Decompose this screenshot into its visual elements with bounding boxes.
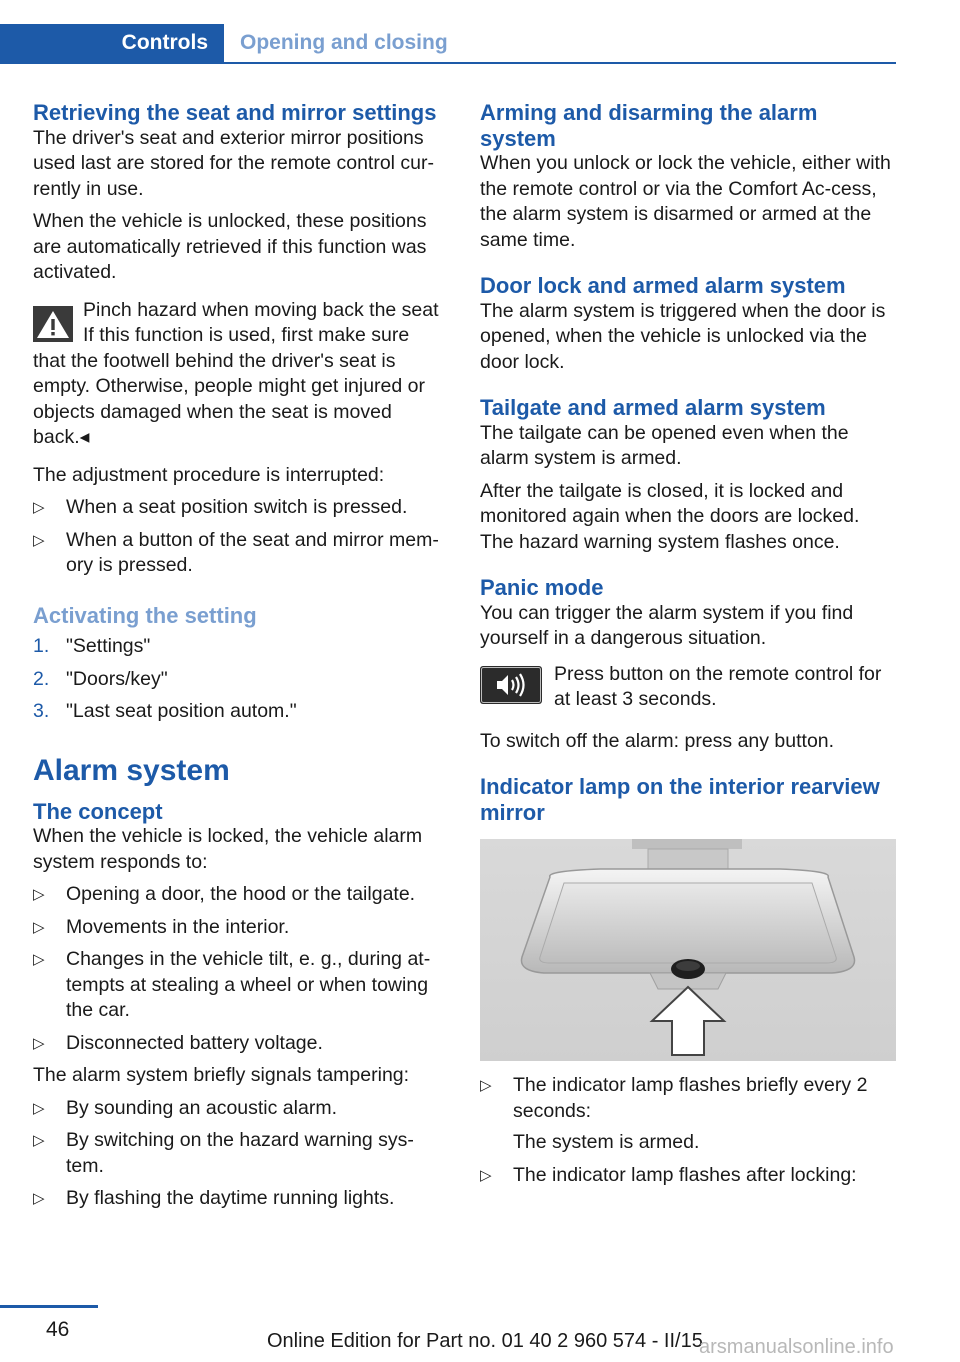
warning-box	[33, 298, 449, 451]
alarm-system-heading: Alarm system	[33, 753, 230, 787]
list-item	[33, 1128, 449, 1179]
step-number: 2.	[33, 667, 50, 690]
step-number: 1.	[33, 635, 50, 657]
tailgate-heading: Tailgate and armed alarm system	[480, 395, 826, 420]
list-item	[480, 1073, 896, 1156]
bullet-icon: ▷	[33, 951, 45, 968]
warning-text: that the footwell behind the driver's seat is empty. Otherwise, people might get injured or objects damaged when the seat is moved back.	[33, 349, 425, 448]
list-item-text: By flashing the daytime running lights.	[66, 1187, 395, 1209]
list-item-text: When a button of the seat and mirror mem‐ory is pressed.	[66, 528, 439, 576]
warning-text-first-line: If this function is used, first make sure	[83, 324, 410, 346]
tailgate-paragraph-2: After the tailgate is closed, it is locked and monitored again when the doors are locked. The hazard warning system flashes once.	[480, 479, 860, 553]
list-item-text: Movements in the interior.	[66, 915, 290, 938]
bullet-icon: ▷	[33, 531, 45, 549]
list-item-text: By switching on the hazard warning sys‐tem.	[66, 1129, 414, 1177]
list-item-text: The indicator lamp flashes briefly every 2 seconds:	[513, 1074, 868, 1122]
panic-mode-heading: Panic mode	[480, 575, 604, 600]
bullet-icon: ▷	[480, 1166, 492, 1184]
bullet-icon: ▷	[33, 499, 45, 516]
indicator-list	[480, 1073, 896, 1188]
list-item-text: By sounding an acoustic alarm.	[66, 1096, 337, 1119]
edition-text: Online Edition for Part no. 01 40 2 960 574 - II/15	[267, 1330, 703, 1352]
retrieving-heading: Retrieving the seat and mirror settings	[33, 100, 437, 125]
concept-list	[33, 882, 449, 1056]
tamper-intro: The alarm system briefly signals tampering:	[33, 1064, 410, 1086]
list-item	[33, 528, 449, 579]
list-item-text: Disconnected battery voltage.	[66, 1031, 323, 1054]
tailgate-paragraph-1: The tailgate can be opened even when the alarm system is armed.	[480, 421, 849, 469]
bullet-icon: ▷	[33, 886, 45, 903]
warning-end-mark: ◂	[79, 426, 90, 448]
right-column	[480, 100, 896, 1195]
list-item-text: The indicator lamp flashes after locking:	[513, 1163, 857, 1186]
page-number: 46	[46, 1318, 70, 1341]
footer-line	[0, 1305, 98, 1308]
activating-steps	[33, 634, 449, 725]
list-item-text: Changes in the vehicle tilt, e. g., during at‐tempts at stealing a wheel or when towing the car.	[66, 948, 431, 1021]
bullet-icon: ▷	[33, 1099, 45, 1117]
list-item	[33, 495, 449, 521]
warning-triangle-icon	[33, 306, 73, 342]
speaker-icon	[480, 666, 542, 704]
tab-controls[interactable]: Controls	[0, 24, 224, 62]
tab-opening-and-closing[interactable]: Opening and closing	[240, 31, 448, 54]
step-text: "Doors/key"	[66, 667, 168, 690]
left-column	[33, 100, 449, 1219]
arming-paragraph: When you unlock or lock the vehicle, either with the remote control or via the Comfort Ac‐cess, the alarm system is disarmed or armed at the same time.	[480, 152, 891, 251]
concept-heading: The concept	[33, 798, 163, 824]
concept-intro: When the vehicle is locked, the vehicle alarm system responds to:	[33, 825, 423, 873]
door-lock-heading: Door lock and armed alarm system	[480, 273, 846, 298]
list-item	[33, 1186, 449, 1212]
tamper-list	[33, 1096, 449, 1212]
list-item-text: When a seat position switch is pressed.	[66, 496, 408, 518]
warning-title: Pinch hazard when moving back the seat	[83, 298, 439, 321]
interrupt-list	[33, 495, 449, 579]
switch-off-text: To switch off the alarm: press any button.	[480, 729, 835, 752]
step-item	[33, 634, 449, 660]
door-lock-paragraph: The alarm system is triggered when the door is opened, when the vehicle is unlocked via the door lock.	[480, 299, 886, 373]
step-text: "Settings"	[66, 635, 151, 657]
bullet-icon: ▷	[33, 1132, 45, 1149]
panic-button-instruction	[480, 662, 896, 713]
step-number: 3.	[33, 700, 50, 722]
bullet-icon: ▷	[33, 1190, 45, 1207]
activating-heading: Activating the setting	[33, 602, 257, 628]
list-item-text: Opening a door, the hood or the tailgate.	[66, 883, 416, 905]
bullet-icon: ▷	[33, 1034, 45, 1052]
indicator-lamp-heading: Indicator lamp on the interior rearview mirror	[480, 774, 880, 825]
retrieving-paragraph-1: The driver's seat and exterior mirror positions used last are stored for the remote control cur‐rently in use.	[33, 126, 435, 200]
panic-button-text: Press button on the remote control for at least 3 seconds.	[554, 662, 882, 710]
bullet-icon: ▷	[33, 918, 45, 936]
retrieving-paragraph-2: When the vehicle is unlocked, these positions are automatically retrieved if this function was activated.	[33, 210, 427, 283]
list-item	[480, 1163, 896, 1189]
arming-heading: Arming and disarming the alarm system	[480, 100, 818, 151]
watermark-text: arsmanualsonline.info	[699, 1336, 894, 1358]
list-item-subtext: The system is armed.	[513, 1131, 700, 1153]
list-item	[33, 915, 449, 941]
list-item	[33, 1031, 449, 1057]
panic-paragraph: You can trigger the alarm system if you find yourself in a dangerous situation.	[480, 601, 854, 649]
list-item	[33, 1096, 449, 1122]
step-item	[33, 667, 449, 693]
bullet-icon: ▷	[480, 1077, 492, 1094]
step-item	[33, 699, 449, 725]
list-item	[33, 882, 449, 908]
rearview-mirror-image	[480, 839, 896, 1061]
interrupt-intro: The adjustment procedure is interrupted:	[33, 463, 385, 486]
step-text: "Last seat position autom."	[66, 700, 297, 722]
list-item	[33, 947, 449, 1024]
